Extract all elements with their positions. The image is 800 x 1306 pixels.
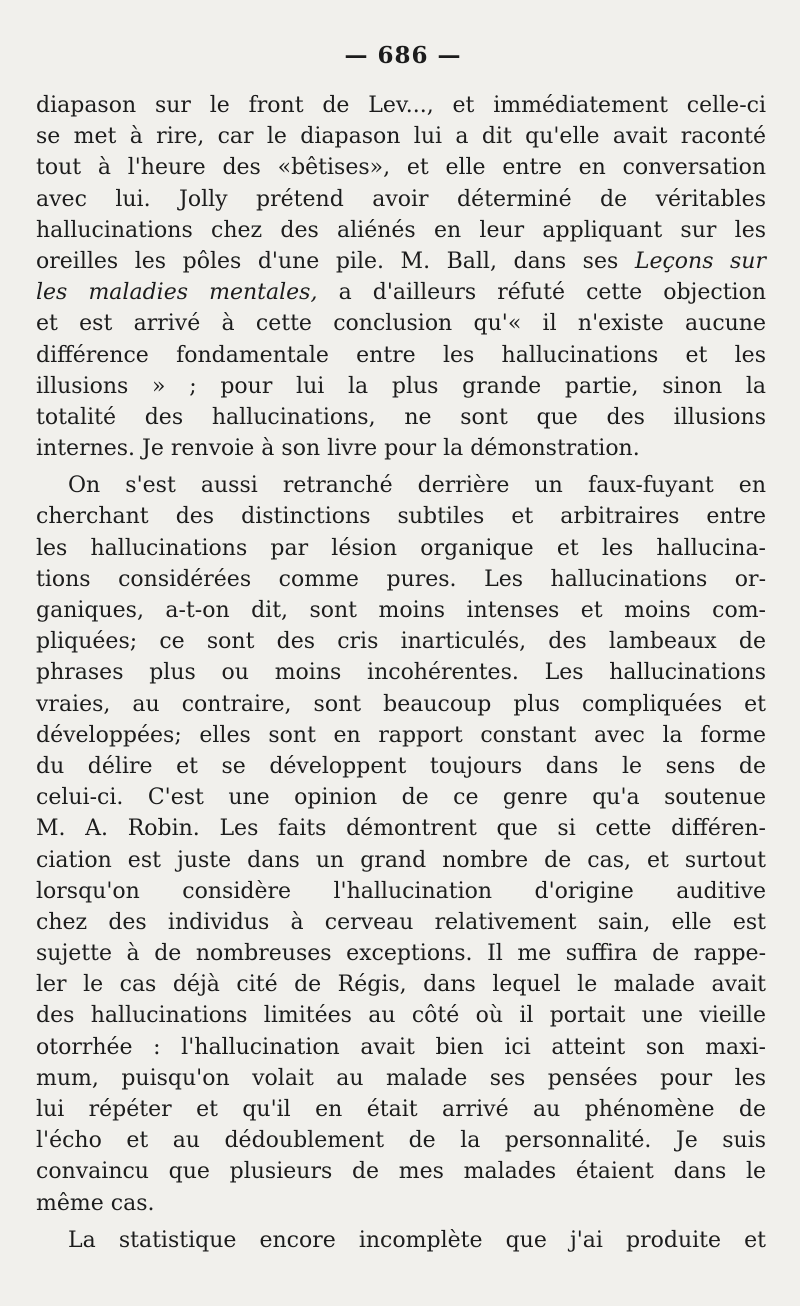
- text-segment: cherchant des distinctions subtiles et arbitraires entre: [36, 504, 766, 530]
- text-line: [36, 246, 766, 277]
- text-segment: mum, puisqu'on volait au malade ses pensées pour les: [36, 1065, 766, 1091]
- text-segment: développées; elles sont en rapport constant avec la forme: [36, 722, 766, 748]
- text-segment: les hallucinations par lésion organique et les hallucina-: [36, 535, 766, 561]
- text-segment: oreilles les pôles d'une pile. M. Ball, dans ses: [36, 248, 635, 274]
- text-line: [36, 1225, 766, 1256]
- text-line: [36, 626, 766, 657]
- text-line: [36, 1156, 766, 1187]
- text-segment: M. A. Robin. Les faits démontrent que si cette différen-: [36, 816, 766, 842]
- text-segment: ler le cas déjà cité de Régis, dans lequel le malade avait: [36, 972, 766, 998]
- italic-title: les maladies mentales,: [36, 280, 318, 306]
- text-segment: tions considérées comme pures. Les hallucinations or-: [36, 566, 766, 592]
- text-segment: se met à rire, car le diapason lui a dit qu'elle avait raconté: [36, 124, 766, 150]
- page-number: — 686 —: [344, 42, 462, 69]
- text-line: [36, 215, 766, 246]
- text-segment: otorrhée : l'hallucination avait bien ici atteint son maxi-: [36, 1034, 766, 1060]
- text-segment: La statistique encore incomplète que j'ai produite et: [68, 1227, 766, 1253]
- text-line: [36, 152, 766, 183]
- text-line: [36, 595, 766, 626]
- italic-title: Leçons sur: [634, 248, 766, 274]
- text-line: [36, 340, 766, 371]
- text-line: [36, 1000, 766, 1031]
- text-segment: diapason sur le front de Lev..., et immédiatement celle-ci: [36, 93, 766, 118]
- text-line: [36, 1125, 766, 1156]
- text-segment: illusions » ; pour lui la plus grande partie, sinon la: [36, 373, 766, 399]
- text-line: [36, 533, 766, 564]
- text-segment: ciation est juste dans un grand nombre de cas, et surtout: [36, 847, 766, 873]
- text-line: [36, 657, 766, 688]
- text-line: [36, 689, 766, 720]
- text-line: [36, 1063, 766, 1094]
- text-segment: pliquées; ce sont des cris inarticulés, des lambeaux de: [36, 629, 766, 655]
- text-segment: des hallucinations limitées au côté où il portait une vieille: [36, 1003, 766, 1029]
- text-line: [36, 90, 766, 121]
- paragraph: [36, 1225, 770, 1256]
- text-segment: sujette à de nombreuses exceptions. Il me suffira de rappe-: [36, 941, 766, 967]
- paragraph: [36, 90, 770, 464]
- text-line: [36, 433, 766, 464]
- text-segment: lui répéter et qu'il en était arrivé au phénomène de: [36, 1097, 766, 1122]
- text-segment: et est arrivé à cette conclusion qu'« il n'existe aucune: [36, 311, 766, 337]
- text-line: [36, 720, 766, 751]
- text-line: [36, 1094, 766, 1125]
- text-line: [36, 1032, 766, 1063]
- text-line: [36, 371, 766, 402]
- text-line: [36, 402, 766, 433]
- text-line: [36, 845, 766, 876]
- text-segment: même cas.: [36, 1190, 155, 1216]
- text-segment: ganiques, a-t-on dit, sont moins intenses et moins com-: [36, 598, 766, 623]
- text-line: [36, 782, 766, 813]
- text-line: [36, 277, 766, 308]
- text-line: [36, 564, 766, 595]
- text-segment: lorsqu'on considère l'hallucination d'origine auditive: [36, 878, 766, 904]
- text-line: [36, 470, 766, 501]
- text-line: [36, 121, 766, 152]
- text-line: [36, 938, 766, 969]
- text-segment: du délire et se développent toujours dans le sens de: [36, 753, 766, 779]
- text-segment: vraies, au contraire, sont beaucoup plus compliquées et: [36, 691, 766, 717]
- text-line: [36, 969, 766, 1000]
- text-segment: celui-ci. C'est une opinion de ce genre qu'a soutenue: [36, 785, 766, 811]
- text-segment: convaincu que plusieurs de mes malades étaient dans le: [36, 1159, 766, 1185]
- text-segment: différence fondamentale entre les hallucinations et les: [36, 342, 766, 368]
- text-segment: avec lui. Jolly prétend avoir déterminé de véritables: [36, 186, 766, 212]
- paragraph: [36, 470, 770, 1219]
- text-segment: hallucinations chez des aliénés en leur appliquant sur les: [36, 217, 766, 243]
- text-segment: tout à l'heure des «bêtises», et elle entre en conversation: [36, 155, 766, 181]
- text-line: [36, 813, 766, 844]
- text-line: [36, 184, 766, 215]
- text-segment: phrases plus ou moins incohérentes. Les hallucinations: [36, 660, 766, 686]
- text-line: [36, 876, 766, 907]
- text-line: [36, 501, 766, 532]
- text-line: [36, 751, 766, 782]
- text-segment: internes. Je renvoie à son livre pour la démonstration.: [36, 436, 640, 462]
- text-segment: On s'est aussi retranché derrière un faux-fuyant en: [68, 473, 766, 499]
- text-line: [36, 907, 766, 938]
- text-segment: l'écho et au dédoublement de la personnalité. Je suis: [36, 1128, 766, 1154]
- text-segment: a d'ailleurs réfuté cette objection: [317, 280, 766, 306]
- text-line: [36, 1188, 766, 1219]
- text-segment: totalité des hallucinations, ne sont que des illusions: [36, 404, 766, 430]
- body-text: [36, 90, 770, 1256]
- text-line: [36, 308, 766, 339]
- text-segment: chez des individus à cerveau relativement sain, elle est: [36, 909, 766, 935]
